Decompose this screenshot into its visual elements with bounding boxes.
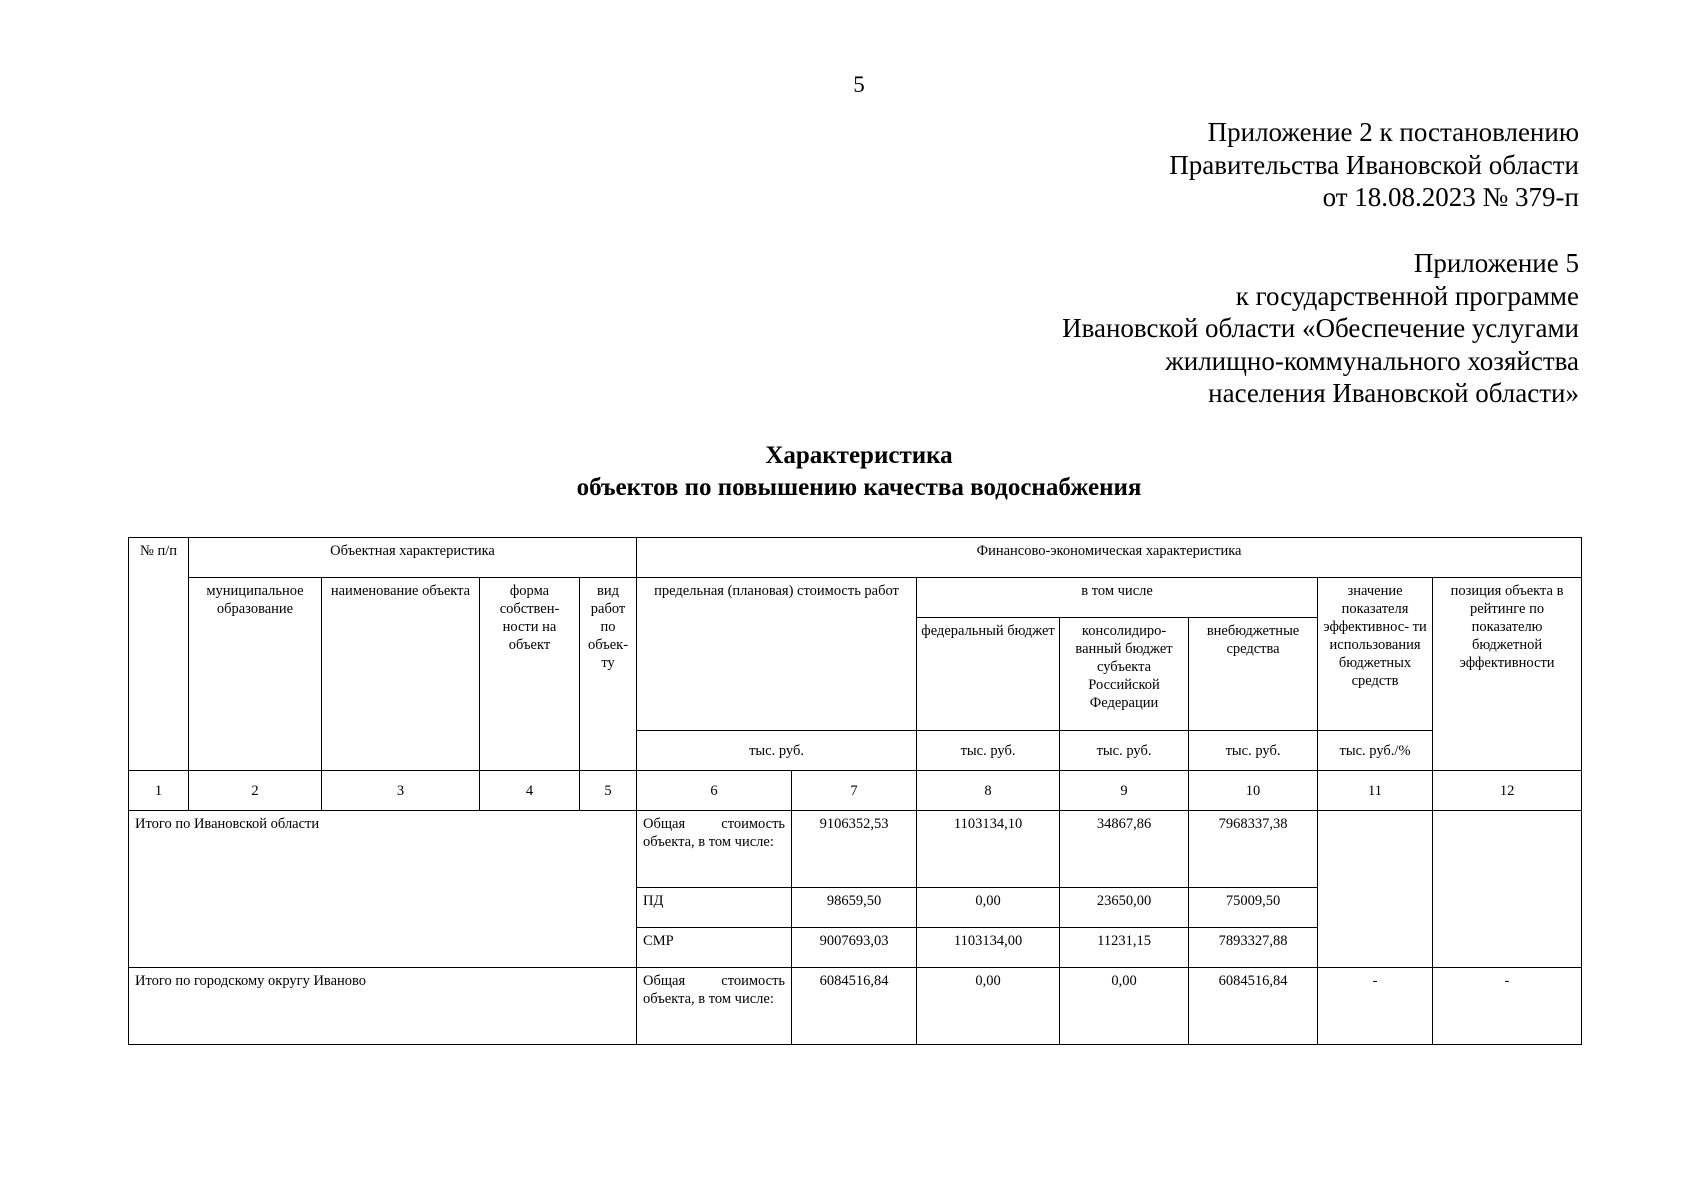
unit-consolidated: тыс. руб. [1060, 731, 1189, 771]
header-ownership: форма собствен- ности на объект [480, 578, 580, 771]
cost-extra: 7893327,88 [1189, 928, 1318, 968]
cost-type: ПД [637, 888, 792, 928]
efficiency-value: - [1318, 968, 1433, 1045]
cost-extra: 75009,50 [1189, 888, 1318, 928]
column-number: 12 [1433, 771, 1582, 811]
header-consolidated: консолидиро- ванный бюджет субъекта Российской Федерации [1060, 618, 1189, 731]
cost-extra: 6084516,84 [1189, 968, 1318, 1045]
column-number: 6 [637, 771, 792, 811]
appendix-line: Приложение 2 к постановлению [1207, 117, 1579, 147]
column-number: 5 [580, 771, 637, 811]
header-financial-characteristic: Финансово-экономическая характеристика [637, 538, 1582, 578]
cost-consolidated: 23650,00 [1060, 888, 1189, 928]
appendix-5-reference [1062, 247, 1579, 410]
cost-total: 6084516,84 [792, 968, 917, 1045]
cost-federal: 1103134,10 [917, 811, 1060, 888]
header-extra-budget: внебюджетные средства [1189, 618, 1318, 731]
table-row [129, 811, 1582, 888]
header-num: № п/п [129, 538, 189, 771]
cost-type: Общая стоимость объекта, в том числе: [637, 968, 792, 1045]
header-rating: позиция объекта в рейтинге по показателю бюджетной эффективности [1433, 578, 1582, 771]
cost-federal: 0,00 [917, 968, 1060, 1045]
unit-extra: тыс. руб. [1189, 731, 1318, 771]
header-municipal: муниципальное образование [189, 578, 322, 771]
header-object-characteristic: Объектная характеристика [189, 538, 637, 578]
cost-consolidated: 0,00 [1060, 968, 1189, 1045]
unit-federal: тыс. руб. [917, 731, 1060, 771]
appendix-line: Правительства Ивановской области [1169, 149, 1579, 180]
header-efficiency: значение показателя эффективнос- ти использования бюджетных средств [1318, 578, 1433, 731]
column-number: 1 [129, 771, 189, 811]
unit-cost: тыс. руб. [637, 731, 917, 771]
title-line-2: объектов по повышению качества водоснабжения [576, 474, 1142, 501]
efficiency-cell [1318, 811, 1433, 968]
appendix-line: Приложение 5 [1413, 248, 1579, 278]
table-row [129, 968, 1582, 1045]
cost-type: СМР [637, 928, 792, 968]
rating-value: - [1433, 968, 1582, 1045]
rating-cell [1433, 811, 1582, 968]
cost-consolidated: 11231,15 [1060, 928, 1189, 968]
cost-total: 98659,50 [792, 888, 917, 928]
column-number: 11 [1318, 771, 1433, 811]
total-ivanovo-label: Итого по городскому округу Иваново [129, 968, 637, 1045]
header-max-cost: предельная (плановая) стоимость работ [637, 578, 917, 731]
document-title [0, 440, 1697, 504]
appendix-line: Ивановской области «Обеспечение услугами [1062, 313, 1579, 343]
unit-efficiency: тыс. руб./% [1318, 731, 1433, 771]
header-federal: федеральный бюджет [917, 618, 1060, 731]
column-number: 3 [322, 771, 480, 811]
cost-total: 9106352,53 [792, 811, 917, 888]
page-number: 5 [853, 72, 865, 97]
cost-type: Общая стоимость объекта, в том числе: [637, 811, 792, 888]
title-line-1: Характеристика [765, 442, 953, 469]
cost-consolidated: 34867,86 [1060, 811, 1189, 888]
appendix-line: населения Ивановской области» [1208, 378, 1579, 408]
appendix-line: от 18.08.2023 № 379-п [1322, 182, 1579, 212]
column-number: 9 [1060, 771, 1189, 811]
header-object-name: наименование объекта [322, 578, 480, 771]
appendix-2-reference [1169, 116, 1579, 214]
total-region-label: Итого по Ивановской области [129, 811, 637, 968]
header-work-type: вид работ по объек- ту [580, 578, 637, 771]
cost-total: 9007693,03 [792, 928, 917, 968]
appendix-line: к государственной программе [1235, 280, 1579, 311]
column-number: 10 [1189, 771, 1318, 811]
column-number: 7 [792, 771, 917, 811]
column-number: 2 [189, 771, 322, 811]
cost-federal: 1103134,00 [917, 928, 1060, 968]
header-including: в том числе [917, 578, 1318, 618]
column-number: 8 [917, 771, 1060, 811]
appendix-line: жилищно-коммунального хозяйства [1165, 345, 1579, 376]
cost-extra: 7968337,38 [1189, 811, 1318, 888]
column-number: 4 [480, 771, 580, 811]
characteristics-table [128, 537, 1582, 1045]
cost-federal: 0,00 [917, 888, 1060, 928]
